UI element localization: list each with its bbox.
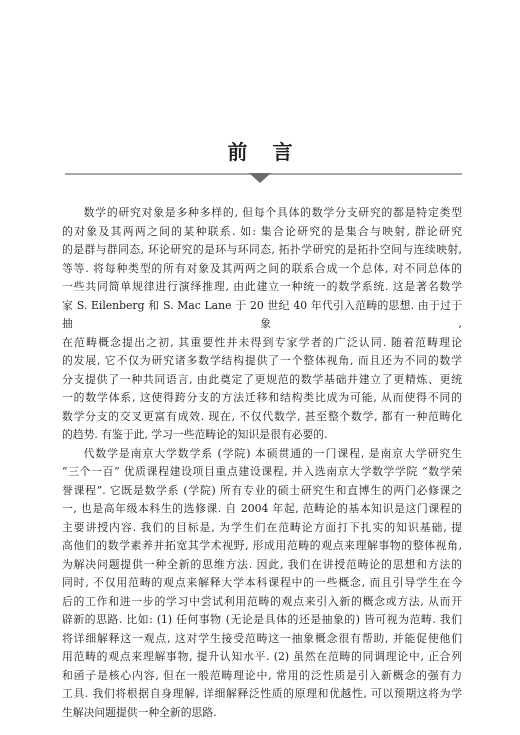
text-line: 代数学是南京大学数学系 (学院) 本硕贯通的一门课程, 是南京大学研究生	[83, 446, 462, 460]
text-line: 主要讲授内容. 我们的目标是, 为学生们在范畴论方面打下扎实的知识基础, 提	[62, 520, 462, 534]
text-line: 数学分支的交叉更富有成效. 现在, 不仅代数学, 甚至整个数学, 都有一种范畴化	[62, 409, 462, 423]
text-line: 生解决问题提供一种全新的思路.	[62, 705, 217, 719]
text-line: 的趋势. 有鉴于此, 学习一些范畴论的知识是很有必要的.	[62, 428, 328, 441]
preface-title: 前 言	[227, 140, 293, 164]
divider-ornament-icon	[65, 172, 462, 186]
title-divider	[65, 172, 462, 186]
text-line: 的是群与群同态, 环论研究的是环与环同态, 拓扑学研究的是拓扑空间与连续映射,	[62, 243, 462, 256]
text-line: 在范畴概念提出之初, 其重要性并未得到专家学者的广泛认同. 随着范畴理论	[62, 335, 462, 349]
text-line: 家 S. Eilenberg 和 S. Mac Lane 于 20 世纪 40 年代引入范畴的思想. 由于过于抽象,	[62, 298, 462, 330]
text-line: 同时, 不仅用范畴的观点来解释大学本科课程中的一些概念, 而且引导学生在今	[62, 576, 462, 589]
text-line: 的对象及其两两之间的某种联系. 如: 集合论研究的是集合与映射, 群论研究	[62, 224, 462, 238]
text-line: 辟新的思路. 比如: (1) 任何事物 (无论是具体的还是抽象的) 皆可视为范畴. 我们	[62, 613, 462, 626]
text-line: 用范畴的观点来理解事物, 提升认知水平. (2) 虽然在范畴的同调理论中, 正合列	[62, 650, 462, 663]
paragraph	[62, 445, 462, 723]
text-line: 将详细解释这一观点, 这对学生接受范畴这一抽象概念很有帮助, 并能促使他们	[62, 631, 462, 645]
text-line: 誉课程”. 它既是数学系 (学院) 所有专业的硕士研究生和直博生的两门必修课之	[62, 483, 462, 497]
text-line: 一些共同简单规律进行演绎推理, 由此建立一种统一的数学系统. 这是著名数学	[62, 280, 462, 293]
text-line: 一的数学体系, 这使得跨分支的方法迁移和结构类比成为可能, 从而使得不同的	[62, 391, 462, 404]
paragraph	[62, 204, 462, 445]
text-line: 分支提供了一种共同语言, 由此奠定了更规范的数学基础并建立了更精炼、更统	[62, 372, 462, 386]
text-line: 为解决问题提供一种全新的思维方法. 因此, 我们在讲授范畴论的思想和方法的	[62, 557, 462, 571]
preface-body	[62, 204, 462, 722]
text-line: 等等. 将每种类型的所有对象及其两两之间的联系合成一个总体, 对不同总体的	[62, 261, 462, 275]
text-line: “三个一百” 优质课程建设项目重点建设课程, 并入选南京大学数学学院 “数学荣	[62, 465, 462, 478]
text-line: 的发展, 它不仅为研究诸多数学结构提供了一个整体视角, 而且还为不同的数学	[62, 354, 462, 367]
text-line: 工具. 我们将根据自身理解, 详细解释泛性质的原理和优越性, 可以预期这将为学	[62, 687, 462, 700]
text-line: 和函子是核心内容, 但在一般范畴理论中, 常用的泛性质是引入新概念的强有力	[62, 668, 462, 682]
text-line: 一, 也是高年级本科生的选修课. 自 2004 年起, 范畴论的基本知识是这门课程的	[62, 502, 462, 515]
text-line: 数学的研究对象是多种多样的, 但每个具体的数学分支研究的都是特定类型	[83, 206, 462, 219]
text-line: 高他们的数学素养并拓宽其学术视野, 形成用范畴的观点来理解事物的整体视角,	[62, 539, 462, 552]
text-line: 后的工作和进一步的学习中尝试利用范畴的观点来引入新的概念或方法, 从而开	[62, 594, 462, 608]
